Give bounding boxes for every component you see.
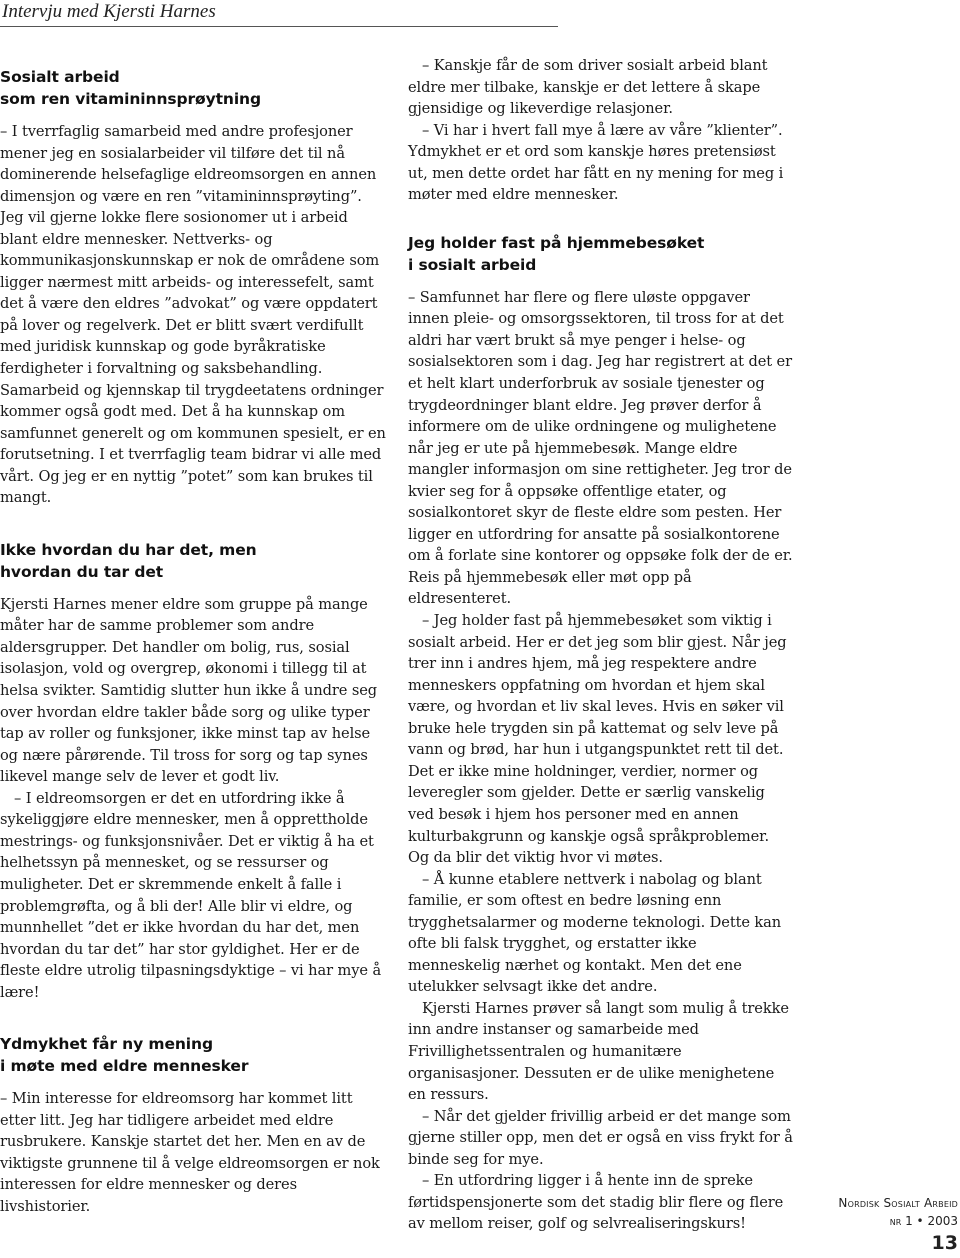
- paragraph: – Å kunne etablere nettverk i nabolag og blant familie, er som oftest en bedre løsning enn trygghetsalarmer og moderne teknologi. Dette kan ofte bli falsk trygghet, og erstatter ikke menneskelig nærhet og kontakt. Men det ene utelukker selvsagt ikke det andre.: [408, 870, 782, 996]
- heading-line-2: i sosialt arbeid: [408, 255, 537, 274]
- paragraph: – Vi har i hvert fall mye å lære av våre ”klienter”. Ydmykhet er et ord som kanskje høres pretensiøst ut, men dette ordet har fått en ny mening for meg i møter med eldre mennesker.: [408, 121, 784, 204]
- heading-line-1: Jeg holder fast på hjemmebesøket: [408, 233, 705, 252]
- paragraph: – Samfunnet har flere og flere uløste oppgaver innen pleie- og omsorgssektoren, til tross for at det aldri har vært brukt så mye penger i helse- og sosialsektoren som i dag. Jeg har registrert at det er et helt klart underforbruk av sosiale tjenester og trygdeordninger blant eldre. Jeg prøver derfor å informere om de ulike ordningene og mulighetene når jeg er ute på hjemmebesøk. Mange eldre mangler informasjon om sine rettigheter. Jeg tror de kvier seg for å oppsøke offentlige etater, og sosialkontoret skyr de fleste eldre som pesten. Her ligger en utfordring for ansatte på sosialkontorene om å forlate sine kontorer og oppsøke folk der de er. Reis på hjemmebesøk eller møt opp på eldresenteret.: [408, 288, 793, 608]
- heading-line-2: i møte med eldre mennesker: [0, 1057, 249, 1076]
- page-footer: [818, 1196, 958, 1254]
- paragraph: Kjersti Harnes prøver så langt som mulig å trekke inn andre instanser og samarbeide med Frivillighetssentralen og humanitære organisasjoner. Dessuten er de ulike menighetene en ressurs.: [408, 999, 789, 1104]
- running-header: [0, 0, 558, 23]
- heading-line-1: Ikke hvordan du har det, men: [0, 540, 257, 559]
- header-title: Intervju med Kjersti Harnes: [2, 1, 216, 22]
- paragraph: – Kanskje får de som driver sosialt arbeid blant eldre mer tilbake, kanskje er det lettere å skape gjensidige og likeverdige relasjoner.: [408, 57, 768, 118]
- heading-line-1: Ydmykhet får ny mening: [0, 1035, 213, 1054]
- paragraph: – I tverrfaglig samarbeid med andre profesjoner mener jeg en sosialarbeider vil tilføre det til nå dominerende helsefaglige eldreomsorgen en annen dimensjon og være en ren ”vitamininnsprøyting”. Jeg vil gjerne lokke flere sosionomer ut i arbeid blant eldre mennesker. Nettverks- og kommunikasjonskunnskap er nok de områdene som ligger nærmest mitt arbeids- og interessefelt, samt det å være den eldres ”advokat” og være oppdatert på lover og regelverk. Det er blitt svært verdifullt med juridisk kunnskap og gode byråkratiske ferdigheter i forvaltning og saksbehandling. Samarbeid og kjennskap til trygdeetatens ordninger kommer også godt med. Det å ha kunnskap om samfunnet generelt og om kommunen spesielt, er en forutsetning. I et tverrfaglig team bidrar vi alle med vårt. Og jeg er en nyttig ”potet” som kan brukes til mangt.: [0, 123, 386, 507]
- page-number: 13: [931, 1232, 958, 1254]
- section-heading-ikke-hvordan: [0, 539, 386, 583]
- heading-line-1: Sosialt arbeid: [0, 68, 120, 86]
- issue-number: nr 1 • 2003: [889, 1214, 958, 1228]
- paragraph: – Min interesse for eldreomsorg har kommet litt etter litt. Jeg har tidligere arbeidet med eldre rusbrukere. Kanskje startet det her. Men en av de viktigste grunnene til å velge eldreomsorgen er nok interessen for eldre mennesker og deres livshistorier.: [0, 1090, 380, 1215]
- paragraph: Kjersti Harnes mener eldre som gruppe på mange måter har de samme problemer som andre aldersgrupper. Det handler om bolig, rus, sosial isolasjon, vold og overgrep, økonomi i tillegg til at helsa svikter. Samtidig slutter hun ikke å undre seg over hvordan eldre takler både sorg og ulike typer tap av roller og funksjoner, ikke minst tap av helse og nære pårørende. Til tross for sorg og tap synes likevel mange selv de lever et godt liv.: [0, 595, 377, 786]
- section-heading-hjemmebesoket: [408, 232, 793, 276]
- left-column: [0, 66, 386, 1218]
- paragraph: – Jeg holder fast på hjemmebesøket som viktig i sosialt arbeid. Her er det jeg som blir gjest. Når jeg trer inn i andres hjem, må jeg respektere andre menneskers oppfatning om hvordan et hjem skal være, og hvordan et liv skal leves. Hvis en søker vil bruke hele trygden sin på kattemat og selv leve på vann og brød, har hun i utgangspunktet rett til det. Det er ikke mine holdninger, verdier, normer og leveregler som gjelder. Dette er særlig vanskelig ved besøk i hjem hos personer med en annen kulturbakgrunn og kanskje også språkproblemer. Og da blir det viktig hvor vi møtes.: [408, 612, 787, 867]
- section-heading-ydmykhet: [0, 1033, 386, 1077]
- paragraph: – I eldreomsorgen er det en utfordring ikke å sykeliggjøre eldre mennesker, men å opprettholde mestrings- og funksjonsnivåer. Det er viktig å ha et helhetssyn på mennesket, og se ressurser og muligheter. Det er skremmende enkelt å falle i problemgrøfta, og å bli der! Alle blir vi eldre, og munnhellet ”det er ikke hvordan du har det, men hvordan du tar det” har stor gyldighet. Her er de fleste eldre utrolig tilpasningsdyktige – vi har mye å lære!: [0, 789, 382, 1001]
- paragraph: – Når det gjelder frivillig arbeid er det mange som gjerne stiller opp, men det er også en viss frykt for å binde seg for mye.: [408, 1107, 793, 1168]
- paragraph: – En utfordring ligger i å hente inn de spreke førtidspensjonerte som det stadig blir flere og flere av mellom reiser, golf og selvrealiseringskurs!: [408, 1172, 784, 1233]
- heading-line-2: hvordan du tar det: [0, 562, 164, 581]
- header-rule: [0, 26, 558, 27]
- magazine-name: Nordisk Sosialt Arbeid: [838, 1196, 958, 1210]
- right-column: [408, 55, 793, 1235]
- heading-line-2: som ren vitamininnsprøytning: [0, 90, 261, 108]
- section-heading-sosialt-arbeid: [0, 66, 386, 110]
